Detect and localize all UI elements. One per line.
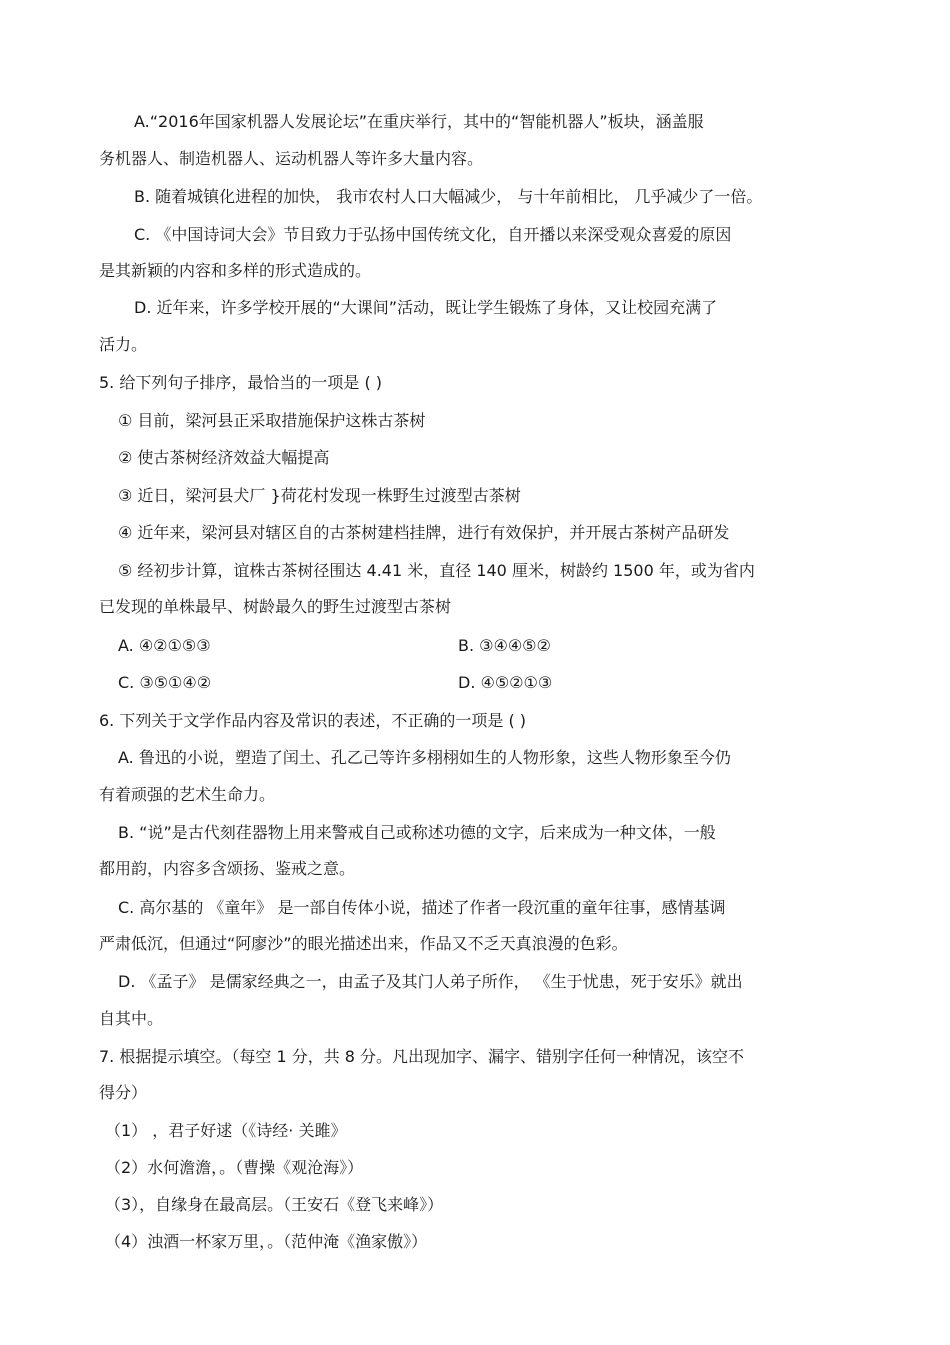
q6-option-c-line1: C. 高尔基的 《童年》 是一部自传体小说，描述了作者一段沉重的童年往事，感情基调 (118, 898, 726, 917)
q6-option-a-line1: A. 鲁迅的小说，塑造了闰土、孔乙己等许多栩栩如生的人物形象，这些人物形象至今仍 (118, 748, 731, 767)
q5-option-a: A. ④②①⑤③ (118, 636, 211, 655)
q5-sentence-5-line1: ⑤ 经初步计算，谊株古茶树径围达 4.41 米，直径 140 厘米，树龄约 1500 年，或为省内 (118, 561, 755, 580)
q5-sentence-2: ② 使古茶树经济效益大幅提高 (118, 448, 330, 467)
q5-sentence-3: ③ 近日，梁河县犬厂 }荷花村发现一株野生过渡型古茶树 (118, 486, 521, 505)
q6-option-d-line2: 自其中。 (99, 1009, 164, 1028)
q6-stem: 6. 下列关于文学作品内容及常识的表述，不正确的一项是 ( ) (99, 711, 527, 730)
q6-option-b-line2: 都用韵，内容多含颂扬、鉴戒之意。 (99, 859, 356, 878)
q6-option-a-line2: 有着顽强的艺术生命力。 (99, 785, 276, 804)
q4-option-d-line1: D. 近年来，许多学校开展的“大课间”活动，既让学生锻炼了身体，又让校园充满了 (134, 298, 718, 317)
q5-option-c: C. ③⑤①④② (118, 673, 212, 692)
q7-stem-line1: 7. 根据提示填空。（每空 1 分，共 8 分。凡出现加字、漏字、错别字任何一种情况，该空不 (99, 1047, 745, 1066)
q5-option-b: B. ③④④⑤② (458, 636, 551, 655)
q4-option-d-line2: 活力。 (99, 335, 148, 354)
q7-item-2: （2）水何澹澹，。（曹操《观沧海》） (105, 1158, 364, 1177)
q6-option-d-line1: D. 《孟子》 是儒家经典之一，由孟子及其门人弟子所作， 《生于忧患，死于安乐》就出 (118, 972, 743, 991)
q5-sentence-4: ④ 近年来，梁河县对辖区自的古茶树建档挂牌，进行有效保护，并开展古茶树产品研发 (118, 523, 730, 542)
q4-option-c-line1: C. 《中国诗词大会》节目致力于弘扬中国传统文化，自开播以来深受观众喜爱的原因 (134, 225, 732, 244)
q7-stem-line2: 得分） (99, 1083, 148, 1102)
q5-sentence-5-line2: 已发现的单株最早、树龄最久的野生过渡型古茶树 (99, 597, 452, 616)
q4-option-b: B. 随着城镇化进程的加快， 我市农村人口大幅减少， 与十年前相比， 几乎减少了一倍。 (134, 187, 763, 206)
q6-option-b-line1: B. “说”是古代刻荏器物上用来警戒自己或称述功德的文字，后来成为一种文体，一般 (118, 823, 716, 842)
q6-option-c-line2: 严肃低沉，但通过“阿廖沙”的眼光描述出来，作品又不乏天真浪漫的色彩。 (99, 934, 628, 953)
q4-option-a-line2: 务机器人、制造机器人、运动机器人等许多大量内容。 (99, 149, 484, 168)
q7-item-4: （4）浊酒一杯家万里，。（范仲淹《渔家傲》） (105, 1232, 428, 1251)
q7-item-1: （1） ，君子好逑（《诗经· 关雎》 (105, 1121, 347, 1140)
q5-sentence-1: ① 目前，梁河县正采取措施保护这株古茶树 (118, 411, 426, 430)
q5-option-d: D. ④⑤②①③ (458, 673, 553, 692)
q4-option-c-line2: 是其新颖的内容和多样的形式造成的。 (99, 261, 372, 280)
q7-item-3: （3），自缘身在最高层。（王安石《登飞来峰》） (105, 1195, 444, 1214)
q5-stem: 5. 给下列句子排序，最恰当的一项是 ( ) (99, 373, 383, 392)
q4-option-a-line1: A.“2016年国家机器人发展论坛”在重庆举行，其中的“智能机器人”板块，涵盖服 (134, 112, 704, 131)
